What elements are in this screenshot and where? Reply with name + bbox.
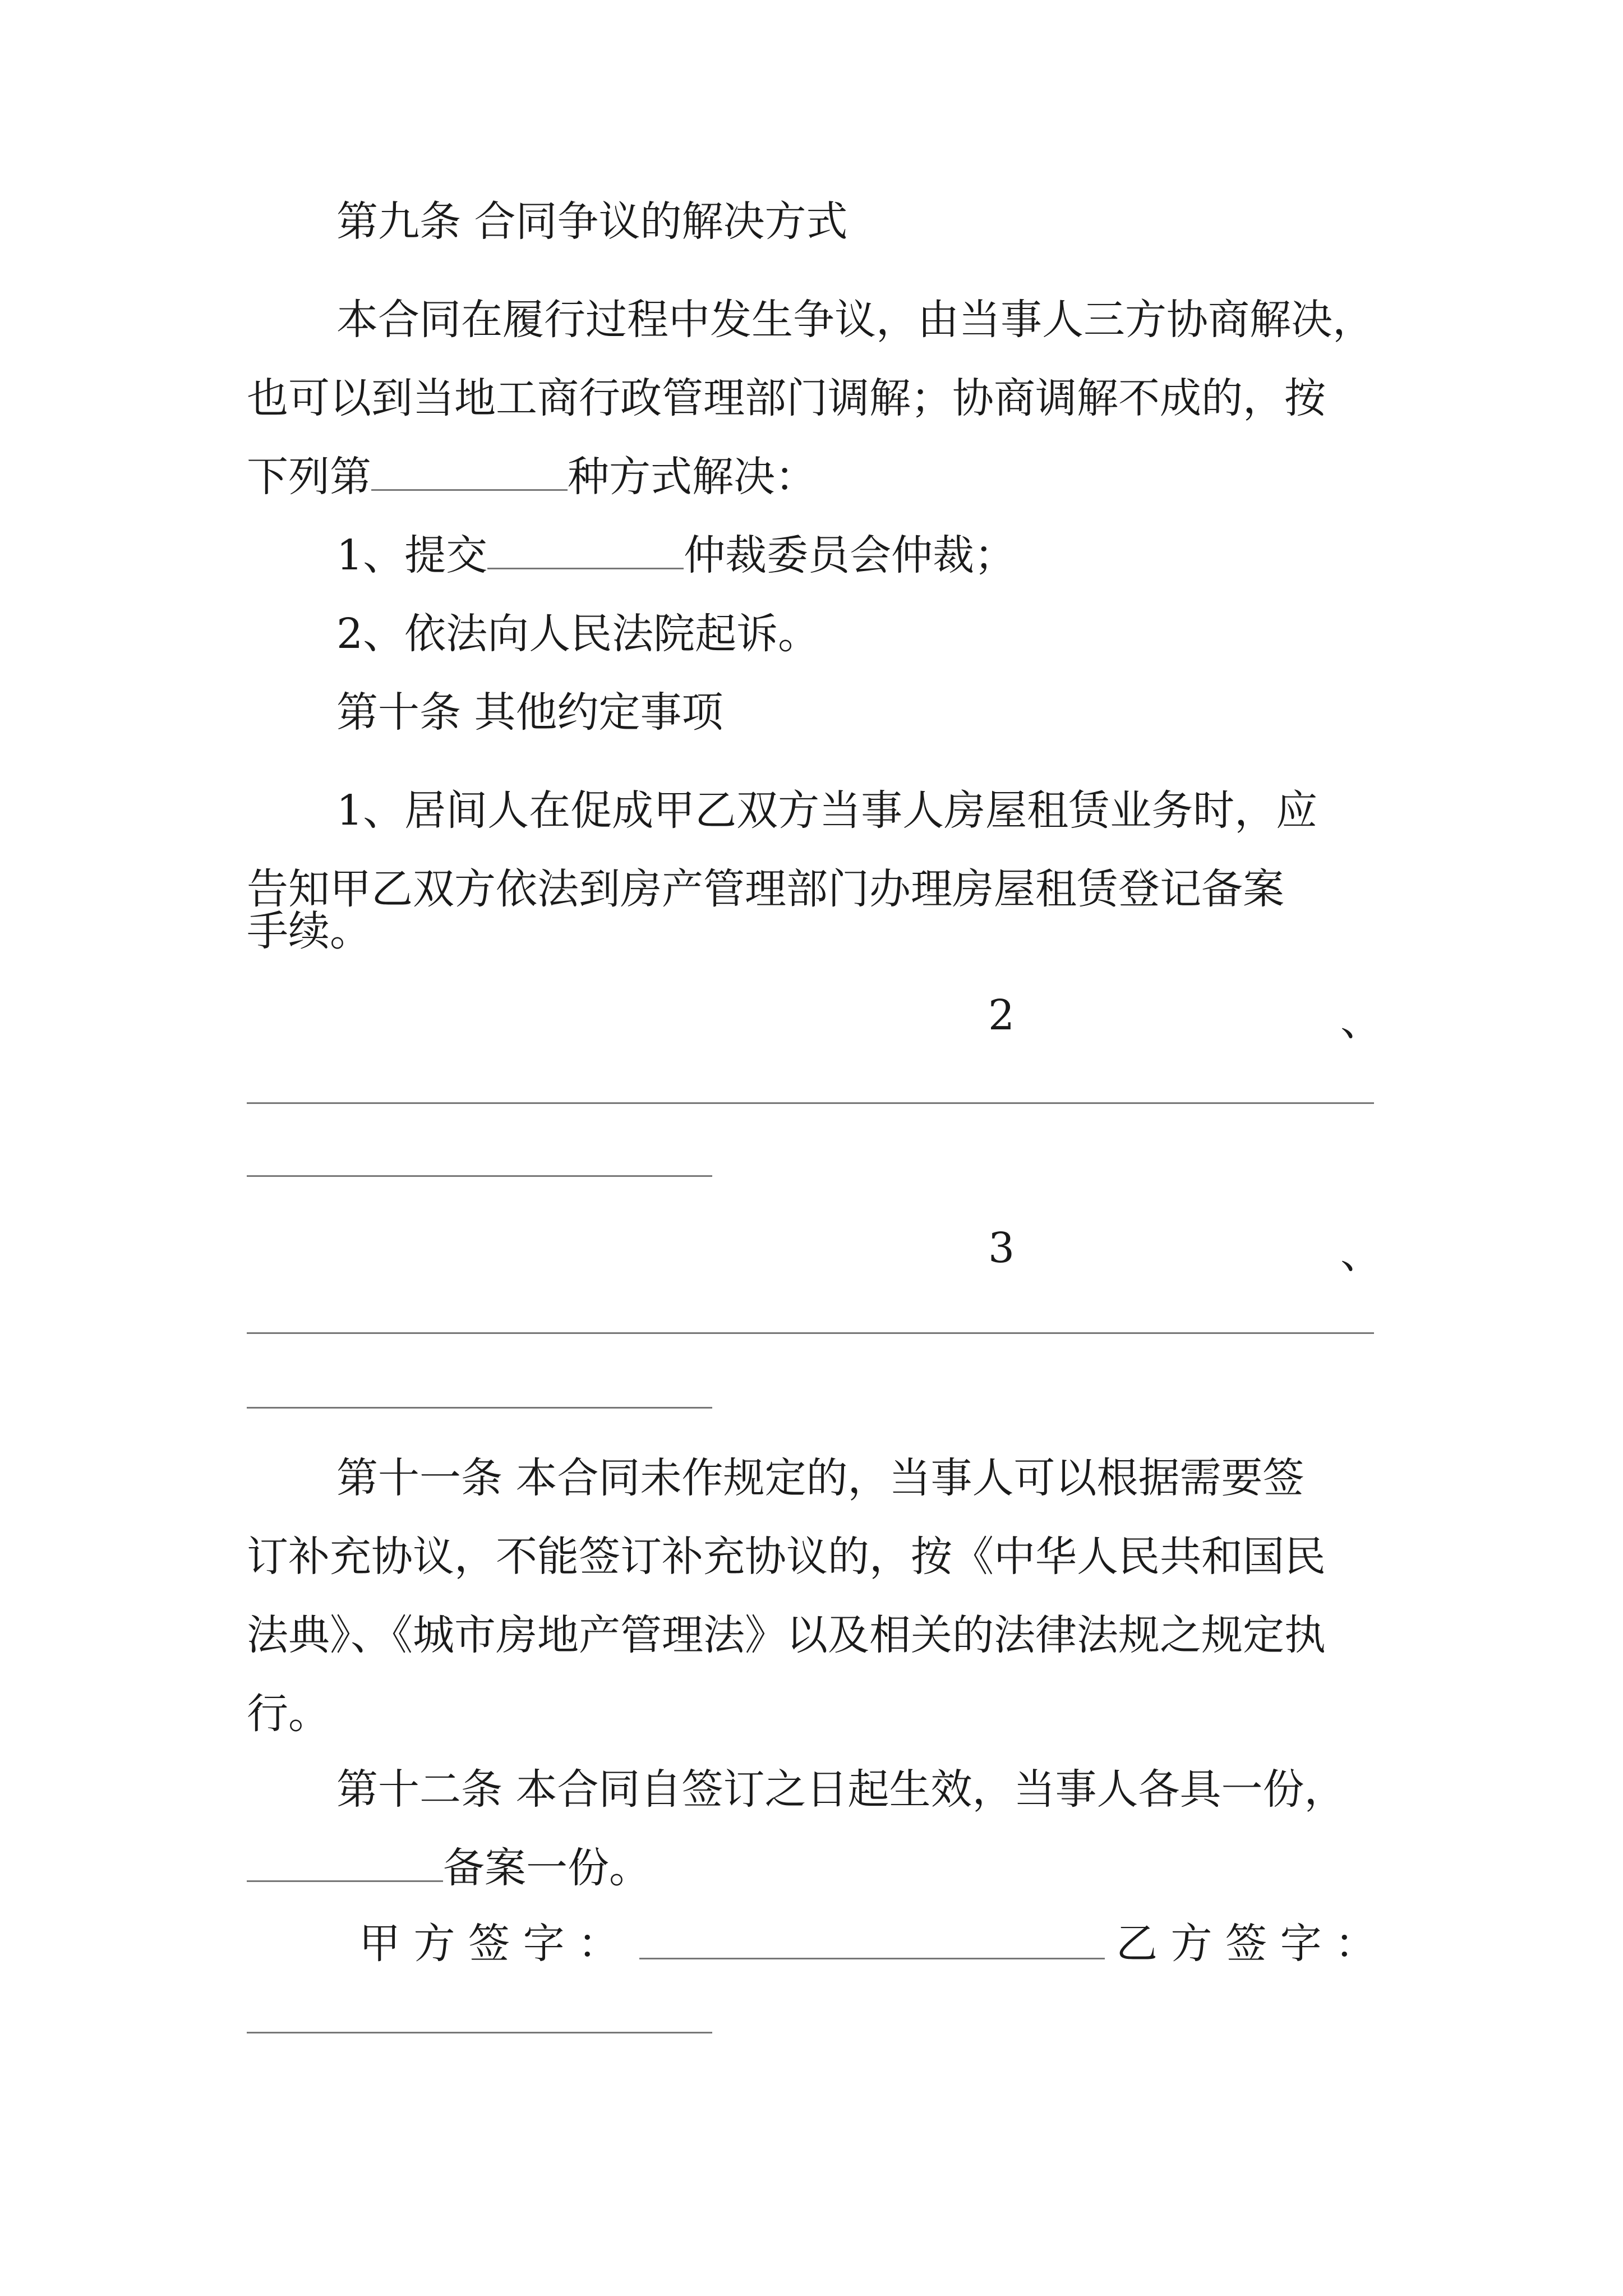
article11-line2: 订补充协议，不能签订补充协议的，按《中华人民共和国民 [247, 1533, 1326, 1581]
article12-line2 [247, 1840, 651, 1896]
article12-line2-suffix: 备案一份。 [443, 1844, 651, 1892]
article10-item3-fill-line-2[interactable] [247, 1407, 712, 1409]
article9-line3-suffix: 种方式解决： [568, 453, 817, 501]
article9-item2: 2、依法向人民法院起诉。 [336, 610, 820, 658]
article10-item3-number: 3 [988, 1224, 1015, 1272]
article10-item2-fill-line-1[interactable] [247, 1102, 1374, 1104]
article9-item1-suffix: 仲裁委员会仲裁； [684, 531, 1016, 579]
article11-line4: 行。 [247, 1690, 330, 1738]
dispute-method-blank[interactable] [371, 452, 568, 491]
party-a-signature-label: 甲 方 签 字 ： [359, 1920, 620, 1968]
article9-item1 [336, 527, 1016, 583]
article9-line1: 本合同在履行过程中发生争议，由当事人三方协商解决， [336, 296, 1374, 344]
article10-item3-fill-line-1[interactable] [247, 1332, 1374, 1334]
article10-item1-line3: 手续。 [247, 907, 371, 955]
article10-item2-number: 2 [988, 991, 1015, 1039]
arbitration-committee-blank[interactable] [487, 531, 684, 569]
article9-item1-prefix: 1、提交 [336, 531, 488, 579]
article10-item2-fill-line-2[interactable] [247, 1175, 712, 1177]
article10-item2-separator: 、 [1340, 997, 1382, 1045]
article10-item3-separator: 、 [1340, 1230, 1382, 1278]
article10-item1-line1: 1、居间人在促成甲乙双方当事人房屋租赁业务时，应 [336, 786, 1318, 835]
party-b-signature-line[interactable] [247, 2032, 712, 2033]
article9-line3 [247, 449, 817, 505]
article10-title: 第十条 其他约定事项 [336, 688, 723, 737]
party-b-signature-label: 乙 方 签 字 ： [1116, 1920, 1377, 1968]
article9-title: 第九条 合同争议的解决方式 [336, 197, 848, 246]
article11-line3: 法典》、《城市房地产管理法》以及相关的法律法规之规定执 [247, 1611, 1326, 1659]
party-a-signature-line[interactable] [639, 1958, 1105, 1959]
article12-line1: 第十二条 本合同自签订之日起生效，当事人各具一份， [336, 1765, 1346, 1814]
article10-item1-line2: 告知甲乙双方依法到房产管理部门办理房屋租赁登记备案 [247, 865, 1284, 913]
article9-line2: 也可以到当地工商行政管理部门调解；协商调解不成的，按 [247, 374, 1326, 422]
filing-authority-blank[interactable] [247, 1843, 443, 1882]
article11-line1: 第十一条 本合同未作规定的，当事人可以根据需要签 [336, 1454, 1304, 1502]
article9-line3-prefix: 下列第 [247, 453, 371, 501]
